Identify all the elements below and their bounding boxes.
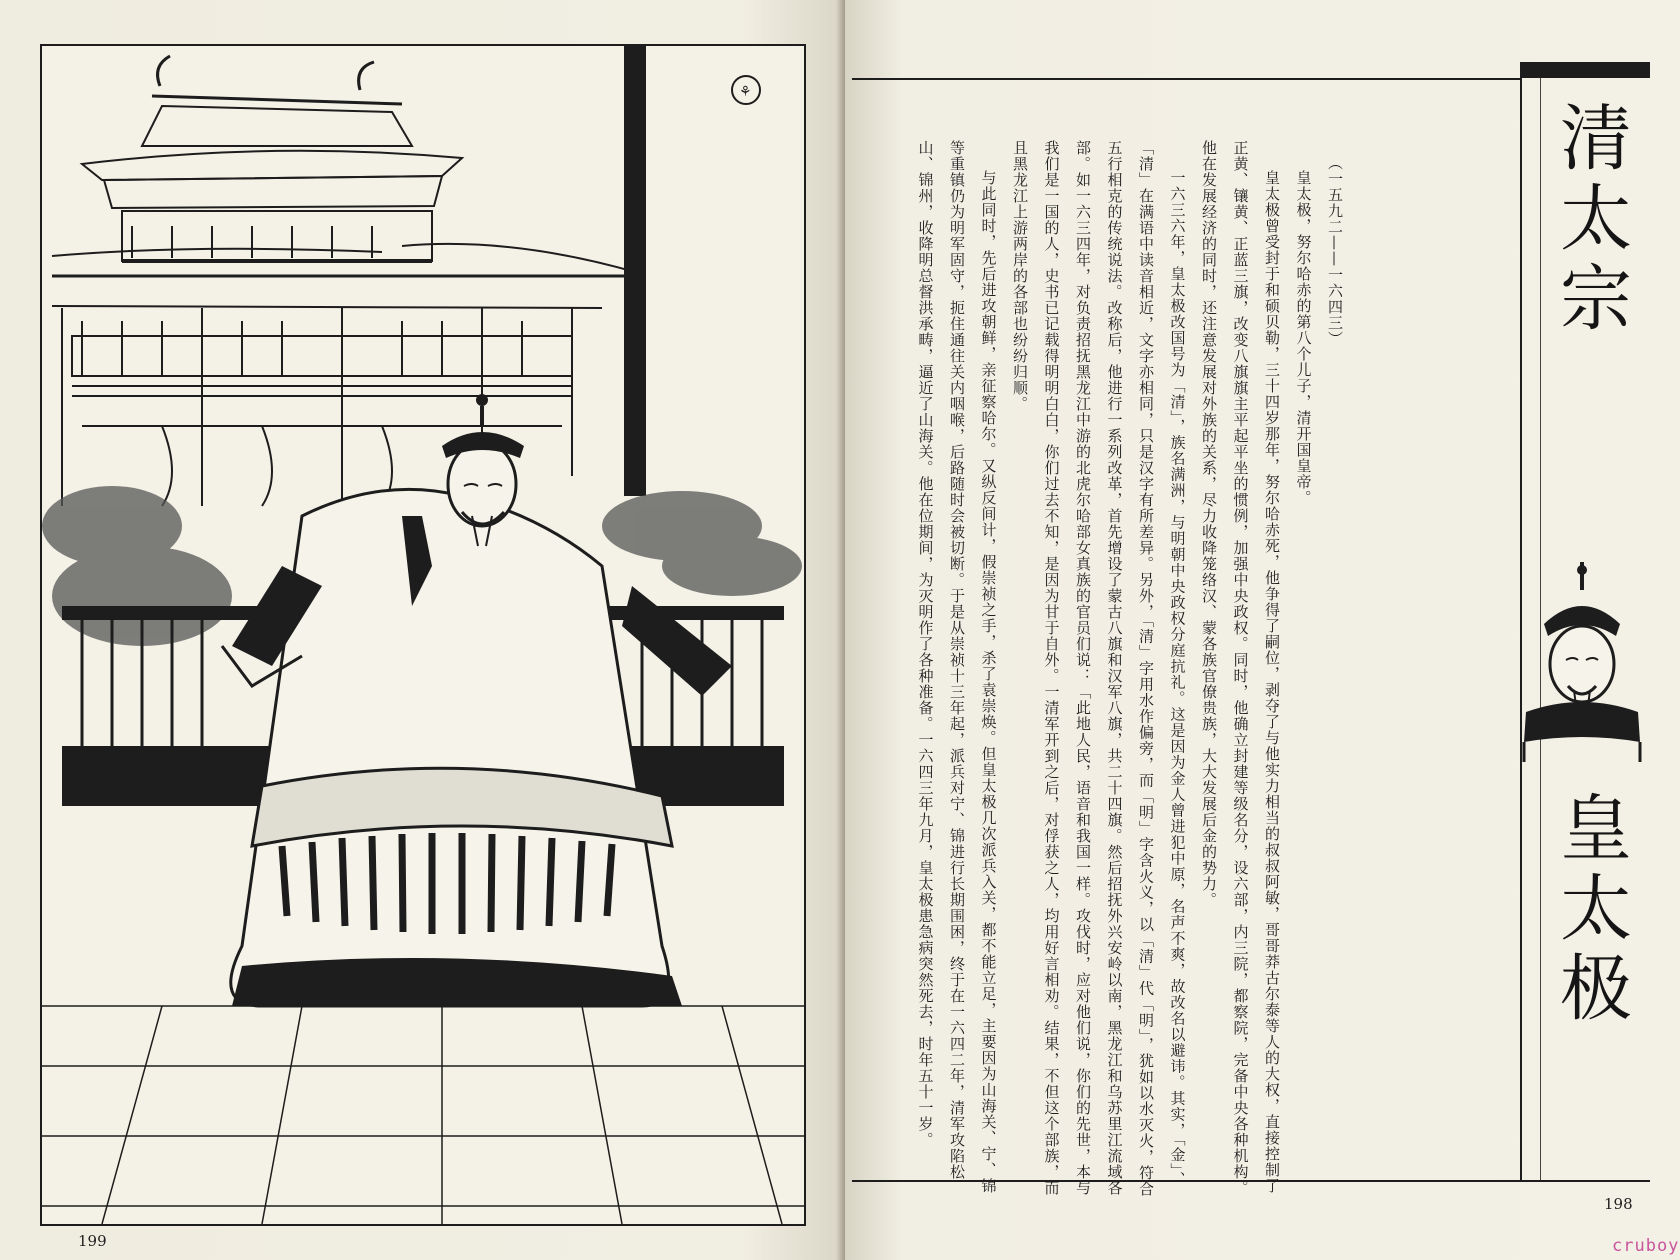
emperor-portrait-icon [1522, 562, 1642, 762]
top-rule [852, 78, 1522, 80]
floor-tiles [42, 1006, 804, 1224]
page-number-right: 198 [1604, 1195, 1633, 1213]
title-personal-name: 皇太极 [1548, 790, 1632, 1030]
paragraph-intro: 皇太极，努尔哈赤的第八个儿子，清开国皇帝。 [1294, 170, 1313, 506]
biography-text [910, 140, 1350, 1202]
page-number-left: 199 [78, 1232, 107, 1250]
life-dates: （一五九二——一六四三） [1326, 155, 1344, 347]
paragraph-reign: 皇太极曾受封于和硕贝勒，三十四岁那年，努尔哈赤死，他争得了嗣位，剥夺了与他实力相当的叔叔阿敏，哥哥莽古尔泰等人的大权，直接控制了正黄、镶黄、正蓝三旗，改变八旗旗主平起平坐的惯例，加强中央政权。同时，他确立封建等级名分，设六部，内三院，都察院，完备中央各种机构。他在发展经济的同时，还注意发展对外族的关系，尽力收降笼络汉、蒙各族官僚贵族，大大发展后金的势力。 [1200, 140, 1281, 1196]
paragraph-qing: 一六三六年，皇太极改国号为「清」，族名满洲，与明朝中央政权分庭抗礼。这是因为金人曾进犯中原，名声不爽，故改名以避讳。其实，「金」、「清」在满语中读音相近，文字亦相同，只是汉字有所差异。另外，「清」字用水作偏旁，而「明」字含火义，以「清」代「明」，犹如以水灭火，符合五行相克的传统说法。改称后，他进行一系列改革，首先增设了蒙古八旗和汉军八旗，共二十四旗。然后招抚外兴安岭以南，黑龙江和乌苏里江流域各部。如一六三四年，对负责招抚黑龙江中游的北虎尔哈部女真族的官员们说：「此地人民，语音和我国一样。攻伐时，应对他们说，你们的先世，本与我们是一国的人，史书已记载得明明白白，你们过去不知，是因为甘于自外。一清军开到之后，对俘获之人，均用好言相劝。结果，不但这个部族，而且黑龙江上游两岸的各部也纷纷归顺。 [1011, 140, 1187, 1197]
title-bar [1520, 62, 1650, 78]
emperor-ink-drawing [42, 46, 804, 1224]
emperor-figure [222, 394, 732, 1006]
portrait-illustration [40, 44, 806, 1226]
paragraph-campaigns: 与此同时，先后进攻朝鲜，亲征察哈尔。又纵反间计，假崇祯之手，杀了袁崇焕。但皇太极几次派兵入关，都不能立足，主要因为山海关、宁、锦等重镇仍为明军固守，扼住通往关内咽喉，后路随时会被切断。于是从崇祯十三年起，派兵对宁、锦进行长期围困，终于在一六四二年，清军攻陷松山、锦州，收降明总督洪承畴，逼近了山海关。他在位期间，为灭明作了各种准备。一六四三年九月，皇太极患急病突然死去，时年五十一岁。 [916, 140, 998, 1194]
palace-drawing [52, 56, 642, 506]
title-temple-name: 清太宗 [1548, 100, 1632, 340]
seal-glyph: ⚘ [739, 84, 752, 100]
pillar [624, 46, 646, 496]
watermark: cruboy [1612, 1236, 1680, 1256]
